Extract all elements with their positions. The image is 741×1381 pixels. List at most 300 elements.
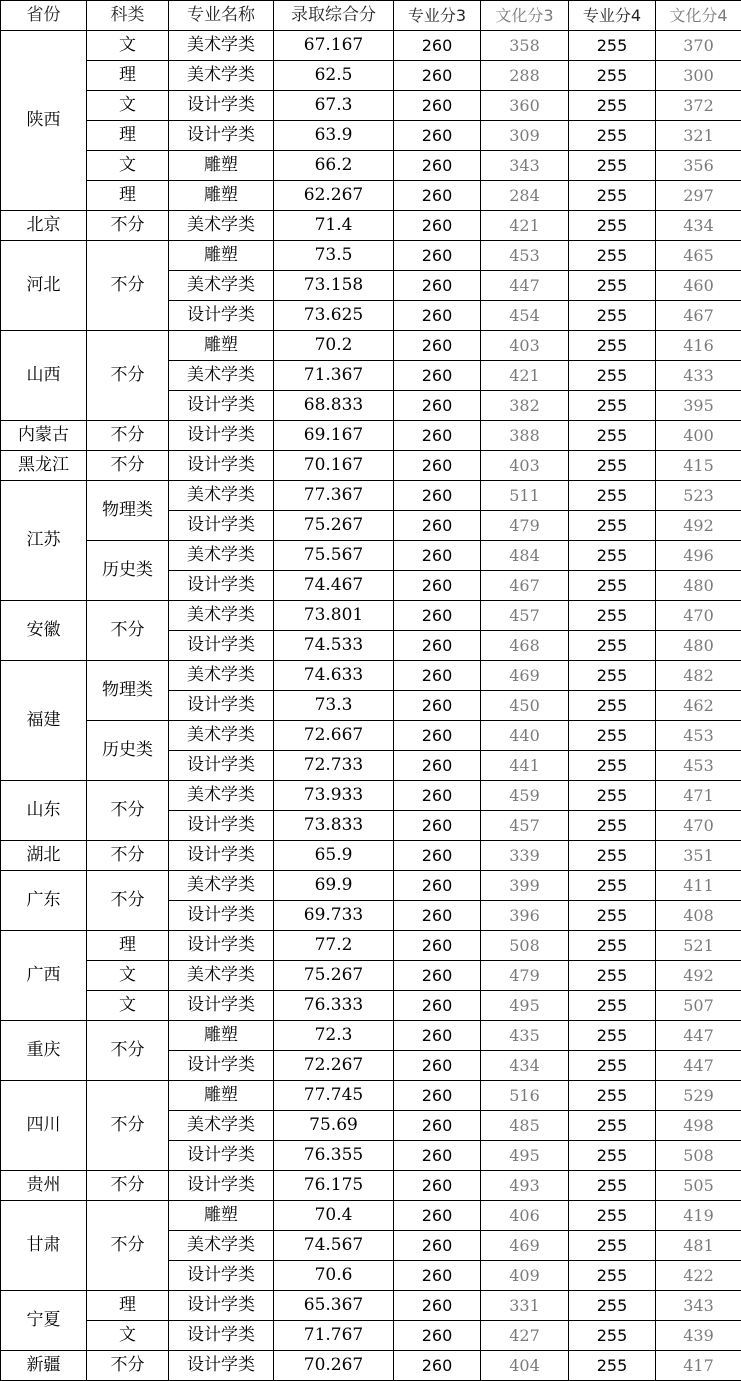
major-score-3-cell: 260 [394,1081,481,1111]
major-score-4-cell: 255 [569,271,656,301]
category-cell: 理 [87,121,169,151]
major-score-3-cell: 260 [394,1051,481,1081]
culture-score-4-cell: 496 [656,541,741,571]
composite-score-cell: 65.9 [274,841,394,871]
table-row [1,871,741,901]
culture-score-3-cell: 388 [481,421,569,451]
composite-score-cell: 65.367 [274,1291,394,1321]
category-cell: 不分 [87,241,169,331]
culture-score-3-cell: 459 [481,781,569,811]
table-row [1,601,741,631]
major-cell: 美术学类 [169,601,274,631]
major-cell: 雕塑 [169,1021,274,1051]
major-score-4-cell: 255 [569,991,656,1021]
table-row [1,121,741,151]
major-cell: 设计学类 [169,451,274,481]
culture-score-3-cell: 284 [481,181,569,211]
composite-score-cell: 76.333 [274,991,394,1021]
composite-score-cell: 75.267 [274,961,394,991]
table-row [1,541,741,571]
composite-score-cell: 71.367 [274,361,394,391]
culture-score-4-cell: 300 [656,61,741,91]
category-cell: 不分 [87,1171,169,1201]
table-row [1,241,741,271]
major-cell: 设计学类 [169,121,274,151]
composite-score-cell: 62.5 [274,61,394,91]
culture-score-4-cell: 419 [656,1201,741,1231]
header-culture-score-4: 文化分4 [656,1,741,31]
category-cell: 不分 [87,781,169,841]
culture-score-4-cell: 434 [656,211,741,241]
culture-score-3-cell: 495 [481,1141,569,1171]
major-score-3-cell: 260 [394,901,481,931]
major-score-4-cell: 255 [569,421,656,451]
major-cell: 雕塑 [169,241,274,271]
major-score-4-cell: 255 [569,871,656,901]
table-row [1,1171,741,1201]
province-cell: 江苏 [1,481,87,601]
table-row [1,331,741,361]
culture-score-4-cell: 400 [656,421,741,451]
major-cell: 美术学类 [169,271,274,301]
major-score-4-cell: 255 [569,1351,656,1381]
culture-score-4-cell: 356 [656,151,741,181]
culture-score-3-cell: 508 [481,931,569,961]
major-cell: 设计学类 [169,811,274,841]
culture-score-4-cell: 505 [656,1171,741,1201]
major-score-3-cell: 260 [394,691,481,721]
major-cell: 设计学类 [169,841,274,871]
major-score-3-cell: 260 [394,1261,481,1291]
culture-score-4-cell: 523 [656,481,741,511]
major-score-4-cell: 255 [569,961,656,991]
major-score-4-cell: 255 [569,1321,656,1351]
major-score-3-cell: 260 [394,1021,481,1051]
table-row [1,181,741,211]
major-score-3-cell: 260 [394,571,481,601]
major-cell: 美术学类 [169,1111,274,1141]
culture-score-3-cell: 467 [481,571,569,601]
major-cell: 设计学类 [169,1141,274,1171]
major-cell: 美术学类 [169,211,274,241]
major-score-3-cell: 260 [394,421,481,451]
culture-score-3-cell: 447 [481,271,569,301]
composite-score-cell: 73.625 [274,301,394,331]
major-score-4-cell: 255 [569,1171,656,1201]
province-cell: 宁夏 [1,1291,87,1351]
composite-score-cell: 69.167 [274,421,394,451]
culture-score-3-cell: 468 [481,631,569,661]
culture-score-3-cell: 360 [481,91,569,121]
major-score-4-cell: 255 [569,1081,656,1111]
major-cell: 美术学类 [169,541,274,571]
major-cell: 雕塑 [169,181,274,211]
province-cell: 北京 [1,211,87,241]
major-cell: 设计学类 [169,1351,274,1381]
major-cell: 美术学类 [169,721,274,751]
composite-score-cell: 63.9 [274,121,394,151]
composite-score-cell: 75.69 [274,1111,394,1141]
province-cell: 湖北 [1,841,87,871]
province-cell: 贵州 [1,1171,87,1201]
major-score-3-cell: 260 [394,91,481,121]
category-cell: 不分 [87,331,169,421]
major-score-4-cell: 255 [569,241,656,271]
culture-score-3-cell: 469 [481,1231,569,1261]
major-score-3-cell: 260 [394,781,481,811]
culture-score-4-cell: 492 [656,961,741,991]
major-score-4-cell: 255 [569,721,656,751]
major-cell: 设计学类 [169,631,274,661]
category-cell: 文 [87,961,169,991]
composite-score-cell: 70.267 [274,1351,394,1381]
culture-score-3-cell: 396 [481,901,569,931]
province-cell: 广西 [1,931,87,1021]
major-score-3-cell: 260 [394,961,481,991]
culture-score-3-cell: 453 [481,241,569,271]
major-cell: 设计学类 [169,91,274,121]
table-row [1,31,741,61]
composite-score-cell: 70.4 [274,1201,394,1231]
province-cell: 广东 [1,871,87,931]
composite-score-cell: 70.167 [274,451,394,481]
major-score-3-cell: 260 [394,751,481,781]
culture-score-4-cell: 453 [656,751,741,781]
culture-score-4-cell: 411 [656,871,741,901]
composite-score-cell: 77.745 [274,1081,394,1111]
culture-score-3-cell: 493 [481,1171,569,1201]
major-score-3-cell: 260 [394,331,481,361]
major-score-4-cell: 255 [569,1201,656,1231]
culture-score-3-cell: 343 [481,151,569,181]
culture-score-3-cell: 484 [481,541,569,571]
table-row [1,991,741,1021]
header-major-score-3: 专业分3 [394,1,481,31]
category-cell: 文 [87,31,169,61]
major-cell: 美术学类 [169,961,274,991]
composite-score-cell: 71.767 [274,1321,394,1351]
major-score-3-cell: 260 [394,511,481,541]
category-cell: 历史类 [87,541,169,601]
province-cell: 黑龙江 [1,451,87,481]
culture-score-3-cell: 404 [481,1351,569,1381]
category-cell: 不分 [87,601,169,661]
culture-score-4-cell: 480 [656,631,741,661]
major-score-4-cell: 255 [569,331,656,361]
major-cell: 美术学类 [169,61,274,91]
category-cell: 不分 [87,1081,169,1171]
culture-score-3-cell: 434 [481,1051,569,1081]
culture-score-4-cell: 471 [656,781,741,811]
culture-score-3-cell: 440 [481,721,569,751]
category-cell: 理 [87,931,169,961]
major-score-4-cell: 255 [569,361,656,391]
province-cell: 内蒙古 [1,421,87,451]
major-score-3-cell: 260 [394,991,481,1021]
composite-score-cell: 73.5 [274,241,394,271]
category-cell: 不分 [87,451,169,481]
major-score-4-cell: 255 [569,511,656,541]
major-score-4-cell: 255 [569,91,656,121]
composite-score-cell: 72.667 [274,721,394,751]
header-row [1,1,741,31]
major-score-4-cell: 255 [569,181,656,211]
province-cell: 甘肃 [1,1201,87,1291]
culture-score-4-cell: 508 [656,1141,741,1171]
category-cell: 不分 [87,1351,169,1381]
culture-score-4-cell: 417 [656,1351,741,1381]
culture-score-3-cell: 331 [481,1291,569,1321]
culture-score-3-cell: 403 [481,331,569,361]
composite-score-cell: 77.367 [274,481,394,511]
major-cell: 雕塑 [169,1201,274,1231]
major-cell: 美术学类 [169,1231,274,1261]
major-score-3-cell: 260 [394,601,481,631]
table-row [1,421,741,451]
province-cell: 安徽 [1,601,87,661]
major-score-3-cell: 260 [394,121,481,151]
culture-score-3-cell: 406 [481,1201,569,1231]
culture-score-4-cell: 408 [656,901,741,931]
major-score-4-cell: 255 [569,1261,656,1291]
major-cell: 设计学类 [169,751,274,781]
category-cell: 不分 [87,841,169,871]
table-row [1,151,741,181]
composite-score-cell: 67.167 [274,31,394,61]
table-row [1,1021,741,1051]
header-major: 专业名称 [169,1,274,31]
table-row [1,961,741,991]
composite-score-cell: 74.633 [274,661,394,691]
composite-score-cell: 72.733 [274,751,394,781]
major-cell: 设计学类 [169,1171,274,1201]
category-cell: 不分 [87,1201,169,1291]
major-score-3-cell: 260 [394,661,481,691]
header-category: 科类 [87,1,169,31]
culture-score-4-cell: 415 [656,451,741,481]
culture-score-3-cell: 421 [481,361,569,391]
major-score-4-cell: 255 [569,661,656,691]
major-score-3-cell: 260 [394,1351,481,1381]
culture-score-4-cell: 481 [656,1231,741,1261]
major-score-3-cell: 260 [394,631,481,661]
category-cell: 文 [87,91,169,121]
table-body [1,31,741,1381]
composite-score-cell: 66.2 [274,151,394,181]
culture-score-3-cell: 450 [481,691,569,721]
culture-score-3-cell: 469 [481,661,569,691]
culture-score-4-cell: 297 [656,181,741,211]
category-cell: 历史类 [87,721,169,781]
table-row [1,91,741,121]
composite-score-cell: 73.833 [274,811,394,841]
major-score-4-cell: 255 [569,61,656,91]
culture-score-4-cell: 370 [656,31,741,61]
culture-score-3-cell: 427 [481,1321,569,1351]
culture-score-3-cell: 495 [481,991,569,1021]
major-score-4-cell: 255 [569,481,656,511]
culture-score-4-cell: 372 [656,91,741,121]
major-score-4-cell: 255 [569,541,656,571]
major-score-3-cell: 260 [394,1321,481,1351]
culture-score-3-cell: 479 [481,961,569,991]
major-score-4-cell: 255 [569,391,656,421]
major-score-4-cell: 255 [569,151,656,181]
major-cell: 美术学类 [169,781,274,811]
major-score-3-cell: 260 [394,391,481,421]
composite-score-cell: 70.6 [274,1261,394,1291]
table-row [1,781,741,811]
culture-score-4-cell: 453 [656,721,741,751]
major-score-4-cell: 255 [569,631,656,661]
major-cell: 设计学类 [169,571,274,601]
culture-score-3-cell: 441 [481,751,569,781]
culture-score-4-cell: 422 [656,1261,741,1291]
table-row [1,1081,741,1111]
composite-score-cell: 67.3 [274,91,394,121]
culture-score-4-cell: 351 [656,841,741,871]
major-score-4-cell: 255 [569,691,656,721]
culture-score-4-cell: 465 [656,241,741,271]
culture-score-4-cell: 439 [656,1321,741,1351]
composite-score-cell: 74.467 [274,571,394,601]
major-cell: 美术学类 [169,31,274,61]
major-score-3-cell: 260 [394,1291,481,1321]
culture-score-3-cell: 409 [481,1261,569,1291]
culture-score-4-cell: 467 [656,301,741,331]
composite-score-cell: 76.355 [274,1141,394,1171]
culture-score-3-cell: 421 [481,211,569,241]
category-cell: 物理类 [87,661,169,721]
culture-score-3-cell: 435 [481,1021,569,1051]
culture-score-4-cell: 470 [656,811,741,841]
category-cell: 不分 [87,1021,169,1081]
category-cell: 理 [87,1291,169,1321]
composite-score-cell: 73.3 [274,691,394,721]
major-cell: 设计学类 [169,421,274,451]
major-score-4-cell: 255 [569,1021,656,1051]
category-cell: 不分 [87,211,169,241]
category-cell: 文 [87,991,169,1021]
province-cell: 四川 [1,1081,87,1171]
composite-score-cell: 74.533 [274,631,394,661]
composite-score-cell: 72.267 [274,1051,394,1081]
major-score-4-cell: 255 [569,31,656,61]
major-score-4-cell: 255 [569,931,656,961]
major-score-3-cell: 260 [394,841,481,871]
major-score-3-cell: 260 [394,871,481,901]
culture-score-4-cell: 460 [656,271,741,301]
culture-score-4-cell: 462 [656,691,741,721]
major-score-4-cell: 255 [569,841,656,871]
table-row [1,1321,741,1351]
culture-score-4-cell: 343 [656,1291,741,1321]
culture-score-3-cell: 454 [481,301,569,331]
culture-score-3-cell: 511 [481,481,569,511]
major-score-3-cell: 260 [394,151,481,181]
header-major-score-4: 专业分4 [569,1,656,31]
major-score-3-cell: 260 [394,481,481,511]
major-score-4-cell: 255 [569,1141,656,1171]
major-cell: 设计学类 [169,511,274,541]
culture-score-4-cell: 480 [656,571,741,601]
table-row [1,1291,741,1321]
composite-score-cell: 70.2 [274,331,394,361]
composite-score-cell: 73.933 [274,781,394,811]
table-row [1,211,741,241]
province-cell: 山东 [1,781,87,841]
major-score-3-cell: 260 [394,451,481,481]
major-score-3-cell: 260 [394,931,481,961]
culture-score-4-cell: 521 [656,931,741,961]
major-score-4-cell: 255 [569,1051,656,1081]
major-score-4-cell: 255 [569,751,656,781]
header-composite-score: 录取综合分 [274,1,394,31]
category-cell: 文 [87,151,169,181]
culture-score-3-cell: 457 [481,601,569,631]
category-cell: 不分 [87,421,169,451]
major-score-3-cell: 260 [394,721,481,751]
composite-score-cell: 74.567 [274,1231,394,1261]
composite-score-cell: 71.4 [274,211,394,241]
major-score-4-cell: 255 [569,601,656,631]
category-cell: 物理类 [87,481,169,541]
major-score-4-cell: 255 [569,1291,656,1321]
major-score-4-cell: 255 [569,301,656,331]
table-row [1,451,741,481]
header-culture-score-3: 文化分3 [481,1,569,31]
major-score-3-cell: 260 [394,211,481,241]
major-cell: 设计学类 [169,1291,274,1321]
composite-score-cell: 75.567 [274,541,394,571]
province-cell: 河北 [1,241,87,331]
culture-score-4-cell: 416 [656,331,741,361]
major-cell: 设计学类 [169,1261,274,1291]
culture-score-3-cell: 457 [481,811,569,841]
major-cell: 设计学类 [169,691,274,721]
major-score-4-cell: 255 [569,1111,656,1141]
culture-score-4-cell: 498 [656,1111,741,1141]
culture-score-3-cell: 516 [481,1081,569,1111]
major-score-4-cell: 255 [569,121,656,151]
composite-score-cell: 68.833 [274,391,394,421]
table-row [1,931,741,961]
culture-score-3-cell: 309 [481,121,569,151]
major-score-3-cell: 260 [394,1201,481,1231]
culture-score-4-cell: 492 [656,511,741,541]
culture-score-3-cell: 399 [481,871,569,901]
major-cell: 设计学类 [169,991,274,1021]
major-cell: 美术学类 [169,361,274,391]
culture-score-3-cell: 288 [481,61,569,91]
major-score-3-cell: 260 [394,1141,481,1171]
major-cell: 设计学类 [169,1321,274,1351]
culture-score-3-cell: 479 [481,511,569,541]
major-cell: 设计学类 [169,931,274,961]
composite-score-cell: 62.267 [274,181,394,211]
major-score-3-cell: 260 [394,1171,481,1201]
province-cell: 福建 [1,661,87,781]
culture-score-4-cell: 482 [656,661,741,691]
culture-score-4-cell: 395 [656,391,741,421]
major-score-4-cell: 255 [569,1231,656,1261]
culture-score-4-cell: 507 [656,991,741,1021]
major-cell: 设计学类 [169,391,274,421]
major-cell: 雕塑 [169,151,274,181]
major-score-4-cell: 255 [569,901,656,931]
major-cell: 雕塑 [169,331,274,361]
category-cell: 不分 [87,871,169,931]
